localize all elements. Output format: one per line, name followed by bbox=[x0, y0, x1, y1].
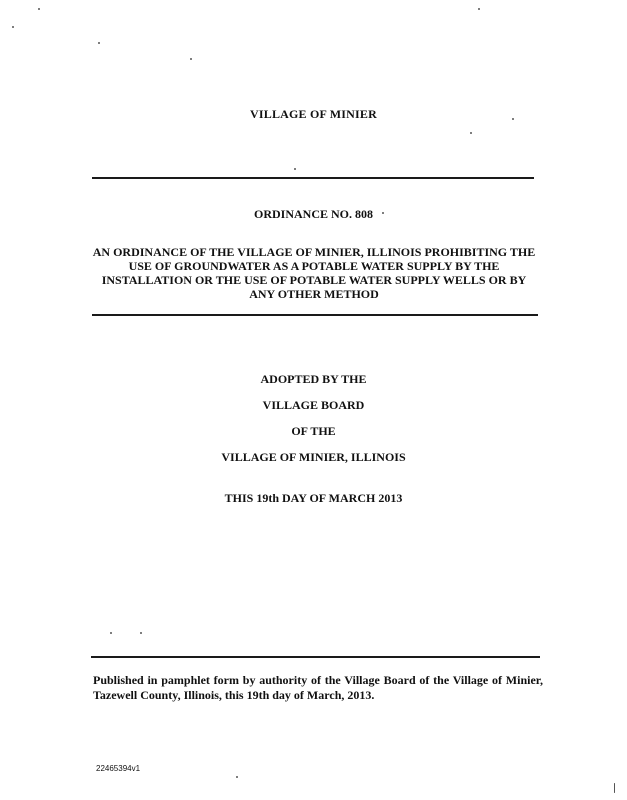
title-divider bbox=[92, 314, 538, 316]
ordinance-number: ORDINANCE NO. 808 bbox=[253, 207, 373, 221]
scan-speck bbox=[38, 8, 40, 10]
of-the-line: OF THE bbox=[291, 424, 336, 438]
footer-divider bbox=[91, 656, 540, 658]
village-name-line: VILLAGE OF MINIER, ILLINOIS bbox=[221, 450, 406, 464]
scan-speck bbox=[98, 42, 100, 44]
scan-speck bbox=[470, 132, 472, 134]
scan-speck bbox=[190, 58, 192, 60]
ordinance-title: AN ORDINANCE OF THE VILLAGE OF MINIER, ILLINOIS PROHIBITING THE USE OF GROUNDWATER AS A POTABLE WATER SUPPLY BY THE INSTALLATION OR THE USE OF POTABLE WATER SUPPLY WELLS OR BY ANY OTHER METHOD bbox=[92, 245, 536, 301]
village-board-line: VILLAGE BOARD bbox=[262, 398, 365, 412]
scan-speck bbox=[140, 632, 142, 634]
scan-speck bbox=[294, 168, 296, 170]
adopted-by-line: ADOPTED BY THE bbox=[260, 372, 367, 386]
top-divider bbox=[92, 177, 534, 179]
document-id: 22465394v1 bbox=[96, 764, 141, 773]
scan-speck bbox=[110, 632, 112, 634]
scan-speck bbox=[236, 776, 238, 778]
scan-speck bbox=[478, 8, 480, 10]
scan-speck bbox=[614, 783, 615, 793]
document-heading: VILLAGE OF MINIER bbox=[250, 107, 377, 121]
publication-note: Published in pamphlet form by authority of the Village Board of the Village of Minier, Tazewell County, Illinois, this 19th day of March, 2013. bbox=[93, 673, 543, 702]
adoption-date: THIS 19th DAY OF MARCH 2013 bbox=[224, 491, 403, 505]
scan-speck bbox=[12, 26, 14, 28]
